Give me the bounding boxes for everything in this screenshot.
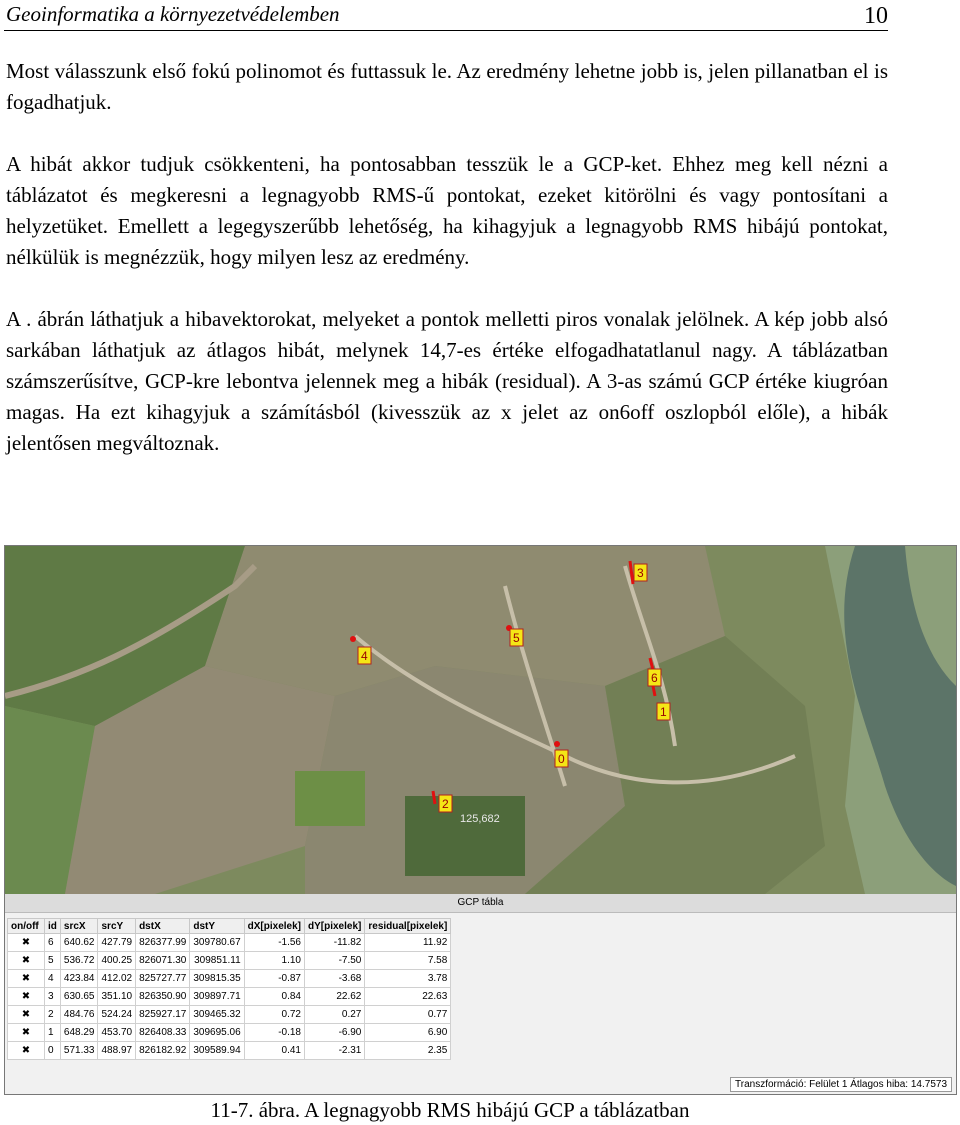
on-off-checkbox[interactable]: ✖ xyxy=(8,934,45,952)
table-cell: 2.35 xyxy=(365,1042,451,1060)
table-cell: 0.72 xyxy=(244,1006,304,1024)
satellite-map-image xyxy=(5,546,956,894)
table-cell: 640.62 xyxy=(60,934,98,952)
column-header[interactable]: residual[pixelek] xyxy=(365,919,451,934)
table-row[interactable] xyxy=(8,1024,451,1042)
gcp-table-panel xyxy=(5,894,956,1094)
table-cell: -1.56 xyxy=(244,934,304,952)
column-header[interactable]: dY[pixelek] xyxy=(305,919,365,934)
table-cell: 351.10 xyxy=(98,988,136,1006)
table-cell: 309695.06 xyxy=(190,1024,244,1042)
table-cell: 6 xyxy=(45,934,61,952)
table-cell: 524.24 xyxy=(98,1006,136,1024)
table-cell: 309780.67 xyxy=(190,934,244,952)
table-cell: 1 xyxy=(45,1024,61,1042)
table-cell: 1.10 xyxy=(244,952,304,970)
table-cell: 648.29 xyxy=(60,1024,98,1042)
figure-caption: 11-7. ábra. A legnagyobb RMS hibájú GCP a táblázatban xyxy=(210,1098,690,1122)
table-cell: 423.84 xyxy=(60,970,98,988)
gcp-marker-label: 1 xyxy=(660,705,667,719)
table-cell: 412.02 xyxy=(98,970,136,988)
table-cell: -3.68 xyxy=(305,970,365,988)
column-header[interactable]: dstY xyxy=(190,919,244,934)
figure xyxy=(4,545,957,1095)
table-cell: -0.87 xyxy=(244,970,304,988)
table-cell: 3 xyxy=(45,988,61,1006)
column-header[interactable]: srcY xyxy=(98,919,136,934)
table-cell: 536.72 xyxy=(60,952,98,970)
table-cell: 7.58 xyxy=(365,952,451,970)
table-cell: 484.76 xyxy=(60,1006,98,1024)
column-header[interactable]: dstX xyxy=(136,919,190,934)
on-off-checkbox[interactable]: ✖ xyxy=(8,970,45,988)
on-off-checkbox[interactable]: ✖ xyxy=(8,1006,45,1024)
table-cell: 5 xyxy=(45,952,61,970)
table-cell: 22.63 xyxy=(365,988,451,1006)
table-cell: 4 xyxy=(45,970,61,988)
table-cell: 0.77 xyxy=(365,1006,451,1024)
page-header-title: Geoinformatika a környezetvédelemben xyxy=(6,2,340,26)
table-cell: -7.50 xyxy=(305,952,365,970)
table-row[interactable] xyxy=(8,970,451,988)
paragraph: Most válasszunk első fokú polinomot és futtassuk le. Az eredmény lehetne jobb is, jelen pillanatban el is fogadhatjuk. xyxy=(6,59,888,114)
on-off-checkbox[interactable]: ✖ xyxy=(8,1042,45,1060)
table-cell: -0.18 xyxy=(244,1024,304,1042)
table-cell: 309851.11 xyxy=(190,952,244,970)
table-cell: 22.62 xyxy=(305,988,365,1006)
table-cell: 0.41 xyxy=(244,1042,304,1060)
table-row[interactable] xyxy=(8,1042,451,1060)
table-cell: 400.25 xyxy=(98,952,136,970)
table-cell: 309897.71 xyxy=(190,988,244,1006)
table-cell: 427.79 xyxy=(98,934,136,952)
table-cell: 571.33 xyxy=(60,1042,98,1060)
table-cell: 825927.17 xyxy=(136,1006,190,1024)
table-cell: -11.82 xyxy=(305,934,365,952)
on-off-checkbox[interactable]: ✖ xyxy=(8,1024,45,1042)
gcp-marker-label: 5 xyxy=(513,631,520,645)
table-cell: 0.84 xyxy=(244,988,304,1006)
gcp-table xyxy=(7,918,451,1060)
page-number: 10 xyxy=(864,3,888,29)
table-cell: 630.65 xyxy=(60,988,98,1006)
column-header[interactable]: on/off xyxy=(8,919,45,934)
table-cell: 309465.32 xyxy=(190,1006,244,1024)
on-off-checkbox[interactable]: ✖ xyxy=(8,988,45,1006)
table-cell: 2 xyxy=(45,1006,61,1024)
column-header[interactable]: id xyxy=(45,919,61,934)
table-cell: 826071.30 xyxy=(136,952,190,970)
table-cell: -2.31 xyxy=(305,1042,365,1060)
gcp-marker-label: 0 xyxy=(558,752,565,766)
paragraph: A . ábrán láthatjuk a hibavektorokat, melyeket a pontok melletti piros vonalak jelölnek. A kép jobb alsó sarkában láthatjuk az átlagos hibát, melynek 14,7-es értéke elfogadhatatlanul nagy. A táblázatban számszerűsítve, GCP-kre lebontva jelennek meg a hibák (residual). A 3-as számú GCP értéke kiugróan magas. Ha ezt kihagyjuk a számításból (kivesszük az x jelet az on6off oszlopból előle), a hibák jelentősen megváltoznak. xyxy=(6,307,888,455)
gcp-marker-label: 3 xyxy=(637,566,644,580)
table-cell: 488.97 xyxy=(98,1042,136,1060)
table-row[interactable] xyxy=(8,934,451,952)
gcp-marker-label: 4 xyxy=(361,649,368,663)
column-header[interactable]: dX[pixelek] xyxy=(244,919,304,934)
table-cell: 826182.92 xyxy=(136,1042,190,1060)
table-cell: 826350.90 xyxy=(136,988,190,1006)
table-row[interactable] xyxy=(8,988,451,1006)
table-cell: 0 xyxy=(45,1042,61,1060)
table-cell: 826377.99 xyxy=(136,934,190,952)
gcp-marker-label: 6 xyxy=(651,671,658,685)
table-cell: 6.90 xyxy=(365,1024,451,1042)
table-cell: -6.90 xyxy=(305,1024,365,1042)
paragraph: A hibát akkor tudjuk csökkenteni, ha pontosabban tesszük le a GCP-ket. Ehhez meg kell nézni a táblázatot és megkeresni a legnagyobb RMS-ű pontokat, ezeket kitörölni és vagy pontosítani a helyzetüket. Emellett a legegyszerűbb lehetőség, ha kihagyjuk a legnagyobb RMS hibájú pontokat, nélkülük is megnézzük, hogy milyen lesz az eredmény. xyxy=(6,152,888,269)
table-cell: 309589.94 xyxy=(190,1042,244,1060)
table-cell: 309815.35 xyxy=(190,970,244,988)
table-row[interactable] xyxy=(8,1006,451,1024)
header-rule xyxy=(4,30,888,31)
table-row[interactable] xyxy=(8,952,451,970)
on-off-checkbox[interactable]: ✖ xyxy=(8,952,45,970)
gcp-marker-label: 2 xyxy=(442,797,449,811)
table-cell: 0.27 xyxy=(305,1006,365,1024)
body-text xyxy=(6,56,888,490)
table-cell: 826408.33 xyxy=(136,1024,190,1042)
status-bar-text: Transzformáció: Felület 1 Átlagos hiba: 14.7573 xyxy=(730,1077,952,1092)
panel-title: GCP tábla xyxy=(5,894,956,913)
map-scale-label: 125,682 xyxy=(460,813,500,825)
table-cell: 3.78 xyxy=(365,970,451,988)
table-cell: 453.70 xyxy=(98,1024,136,1042)
table-cell: 825727.77 xyxy=(136,970,190,988)
table-cell: 11.92 xyxy=(365,934,451,952)
column-header[interactable]: srcX xyxy=(60,919,98,934)
